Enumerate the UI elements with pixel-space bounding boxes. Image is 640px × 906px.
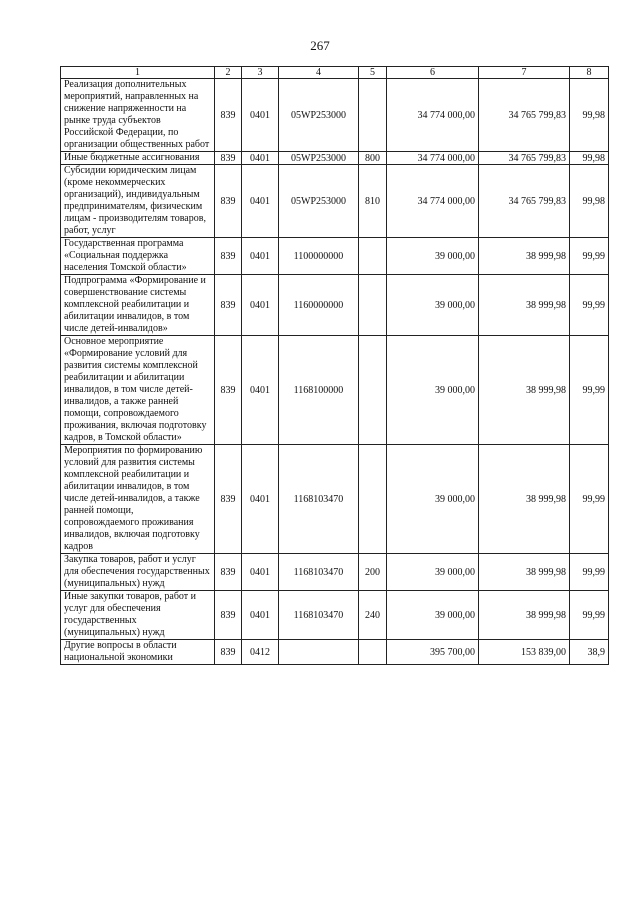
cell-planned: 34 774 000,00 — [387, 79, 479, 152]
table-row — [61, 165, 609, 238]
cell-percent: 99,98 — [570, 79, 609, 152]
row-name: Мероприятия по формированию условий для развития системы комплексной реабилитации и абилитации инвалидов, в том числе детей-инвалидов, а также ранней помощи, сопровождаемого проживания инвалидов, включая подготовку кадров — [61, 445, 215, 554]
cell-admin-code: 839 — [215, 554, 242, 591]
cell-target-code — [279, 640, 359, 665]
cell-planned: 34 774 000,00 — [387, 152, 479, 165]
cell-target-code: 1168103470 — [279, 554, 359, 591]
cell-section-code: 0401 — [242, 591, 279, 640]
row-name: Закупка товаров, работ и услуг для обеспечения государственных (муниципальных) нужд — [61, 554, 215, 591]
row-name: Субсидии юридическим лицам (кроме некоммерческих организаций), индивидуальным предпринимателям, физическим лицам - производителям товаров, работ, услуг — [61, 165, 215, 238]
cell-expense-type — [359, 79, 387, 152]
cell-expense-type — [359, 640, 387, 665]
table-row — [61, 336, 609, 445]
cell-executed: 38 999,98 — [479, 554, 570, 591]
budget-table — [60, 66, 609, 665]
header-cell: 5 — [359, 67, 387, 79]
cell-section-code: 0401 — [242, 445, 279, 554]
cell-target-code: 05WP253000 — [279, 165, 359, 238]
header-cell: 1 — [61, 67, 215, 79]
row-name: Иные закупки товаров, работ и услуг для обеспечения государственных (муниципальных) нужд — [61, 591, 215, 640]
cell-section-code: 0412 — [242, 640, 279, 665]
header-cell: 6 — [387, 67, 479, 79]
cell-executed: 38 999,98 — [479, 336, 570, 445]
cell-percent: 99,98 — [570, 152, 609, 165]
page-number: 267 — [310, 38, 330, 53]
cell-percent: 99,99 — [570, 554, 609, 591]
cell-expense-type — [359, 275, 387, 336]
cell-admin-code: 839 — [215, 591, 242, 640]
cell-section-code: 0401 — [242, 336, 279, 445]
cell-section-code: 0401 — [242, 275, 279, 336]
row-name: Государственная программа «Социальная поддержка населения Томской области» — [61, 238, 215, 275]
row-name: Иные бюджетные ассигнования — [61, 152, 215, 165]
cell-expense-type — [359, 336, 387, 445]
cell-executed: 38 999,98 — [479, 238, 570, 275]
cell-planned: 395 700,00 — [387, 640, 479, 665]
cell-percent: 99,99 — [570, 238, 609, 275]
cell-target-code: 05WP253000 — [279, 152, 359, 165]
cell-planned: 39 000,00 — [387, 336, 479, 445]
row-name: Другие вопросы в области национальной экономики — [61, 640, 215, 665]
header-cell: 4 — [279, 67, 359, 79]
table-row — [61, 238, 609, 275]
row-name: Реализация дополнительных мероприятий, направленных на снижение напряженности на рынке труда субъектов Российской Федерации, по организации общественных работ — [61, 79, 215, 152]
cell-expense-type: 810 — [359, 165, 387, 238]
cell-admin-code: 839 — [215, 275, 242, 336]
table-row — [61, 591, 609, 640]
cell-planned: 39 000,00 — [387, 591, 479, 640]
cell-executed: 153 839,00 — [479, 640, 570, 665]
cell-percent: 38,9 — [570, 640, 609, 665]
row-name: Подпрограмма «Формирование и совершенствование системы комплексной реабилитации и абилитации инвалидов, в том числе детей-инвалидов» — [61, 275, 215, 336]
table-header-row — [61, 67, 609, 79]
cell-section-code: 0401 — [242, 79, 279, 152]
cell-executed: 38 999,98 — [479, 591, 570, 640]
cell-percent: 99,99 — [570, 275, 609, 336]
cell-expense-type: 240 — [359, 591, 387, 640]
cell-percent: 99,99 — [570, 591, 609, 640]
cell-admin-code: 839 — [215, 165, 242, 238]
table-row — [61, 640, 609, 665]
cell-planned: 39 000,00 — [387, 238, 479, 275]
table-row — [61, 275, 609, 336]
cell-executed: 34 765 799,83 — [479, 165, 570, 238]
cell-executed: 34 765 799,83 — [479, 79, 570, 152]
table-row — [61, 554, 609, 591]
cell-expense-type: 200 — [359, 554, 387, 591]
cell-section-code: 0401 — [242, 238, 279, 275]
cell-executed: 38 999,98 — [479, 445, 570, 554]
cell-percent: 99,98 — [570, 165, 609, 238]
cell-admin-code: 839 — [215, 152, 242, 165]
cell-executed: 34 765 799,83 — [479, 152, 570, 165]
row-name: Основное мероприятие «Формирование условий для развития системы комплексной реабилитации и абилитации инвалидов, в том числе детей-инвалидов, а также ранней помощи, сопровождаемого проживания, включая подготовку кадров, в Томской области» — [61, 336, 215, 445]
cell-section-code: 0401 — [242, 165, 279, 238]
cell-section-code: 0401 — [242, 152, 279, 165]
cell-planned: 39 000,00 — [387, 445, 479, 554]
cell-executed: 38 999,98 — [479, 275, 570, 336]
cell-admin-code: 839 — [215, 238, 242, 275]
header-cell: 3 — [242, 67, 279, 79]
cell-expense-type — [359, 238, 387, 275]
cell-expense-type — [359, 445, 387, 554]
cell-section-code: 0401 — [242, 554, 279, 591]
cell-admin-code: 839 — [215, 445, 242, 554]
header-cell: 2 — [215, 67, 242, 79]
table-row — [61, 79, 609, 152]
cell-target-code: 1100000000 — [279, 238, 359, 275]
table-row — [61, 445, 609, 554]
cell-admin-code: 839 — [215, 336, 242, 445]
cell-planned: 39 000,00 — [387, 275, 479, 336]
cell-planned: 34 774 000,00 — [387, 165, 479, 238]
cell-target-code: 1168100000 — [279, 336, 359, 445]
cell-expense-type: 800 — [359, 152, 387, 165]
header-cell: 7 — [479, 67, 570, 79]
cell-planned: 39 000,00 — [387, 554, 479, 591]
cell-percent: 99,99 — [570, 445, 609, 554]
cell-target-code: 1168103470 — [279, 445, 359, 554]
cell-admin-code: 839 — [215, 79, 242, 152]
table-row — [61, 152, 609, 165]
cell-target-code: 05WP253000 — [279, 79, 359, 152]
cell-target-code: 1168103470 — [279, 591, 359, 640]
cell-admin-code: 839 — [215, 640, 242, 665]
cell-target-code: 1160000000 — [279, 275, 359, 336]
cell-percent: 99,99 — [570, 336, 609, 445]
header-cell: 8 — [570, 67, 609, 79]
